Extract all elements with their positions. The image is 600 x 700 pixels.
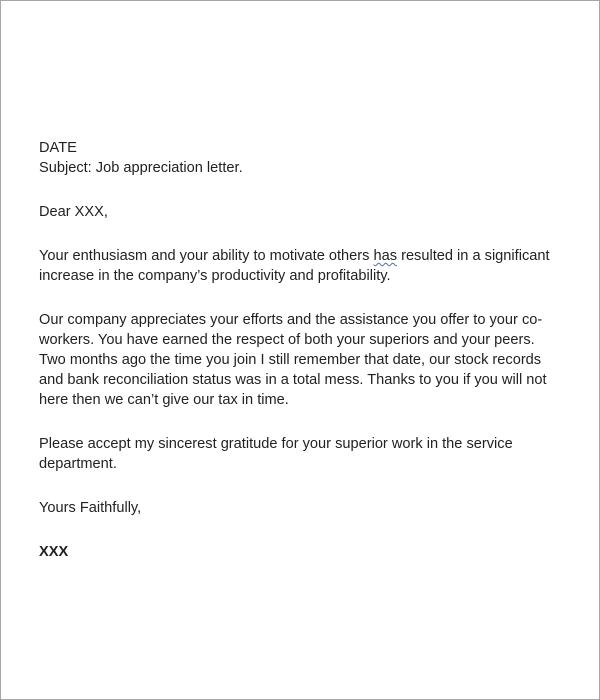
paragraph-line: and bank reconciliation status was in a total mess. Thanks to you if you will not xyxy=(39,372,547,388)
paragraph-line: increase in the company’s productivity and profitability. xyxy=(39,268,391,284)
paragraph-line xyxy=(39,246,559,266)
paragraph-enthusiasm xyxy=(39,246,559,286)
paragraph-appreciation xyxy=(39,310,559,410)
spacer xyxy=(39,474,559,498)
letter-signature: XXX xyxy=(39,544,69,560)
paragraph-line: workers. You have earned the respect of both your superiors and your peers. xyxy=(39,332,535,348)
spacer xyxy=(39,222,559,246)
letter-salutation: Dear XXX, xyxy=(39,204,108,220)
letter-body xyxy=(39,138,559,562)
paragraph-line: Our company appreciates your efforts and the assistance you offer to your co- xyxy=(39,312,543,328)
paragraph-line: here then we can’t give our tax in time. xyxy=(39,392,289,408)
text-run: Your enthusiasm and your ability to motivate others xyxy=(39,248,374,264)
spacer xyxy=(39,178,559,202)
spacer xyxy=(39,518,559,542)
letter-subject: Subject: Job appreciation letter. xyxy=(39,160,243,176)
paragraph-line: Two months ago the time you join I still remember that date, our stock records xyxy=(39,352,542,368)
paragraph-line: department. xyxy=(39,456,117,472)
spacer xyxy=(39,410,559,434)
letter-date: DATE xyxy=(39,140,77,156)
paragraph-line: Please accept my sincerest gratitude for your superior work in the service xyxy=(39,436,513,452)
spacer xyxy=(39,286,559,310)
text-run: resulted in a significant xyxy=(397,248,550,264)
paragraph-gratitude xyxy=(39,434,559,474)
letter-closing: Yours Faithfully, xyxy=(39,500,142,516)
spellcheck-flagged-word: has xyxy=(373,248,398,264)
